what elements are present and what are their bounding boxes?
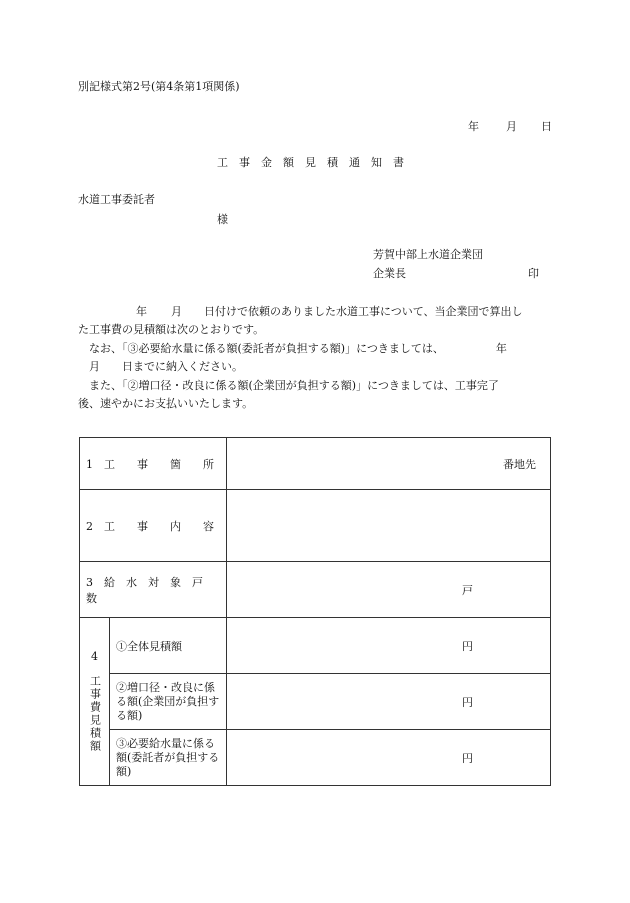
households-label: 3 給 水 対 象 戸 数: [80, 562, 227, 618]
recipient-label: 水道工事委託者: [78, 193, 155, 206]
body-text: 日付けで依頼のありました水道工事について、当企業団で算出し: [204, 305, 523, 318]
estimate-group-vertical-label: 工事費見積額: [88, 675, 102, 753]
location-value: 番地先: [227, 438, 551, 490]
estimate-group-label: [80, 618, 110, 786]
sub-unit-client: 円: [227, 730, 551, 786]
body-text: 後、速やかにお支払いいたします。: [78, 397, 254, 410]
body-paragraph-1: [78, 303, 554, 339]
table-row-content: [80, 490, 551, 562]
body-paragraph-3: [78, 377, 554, 413]
table-row-households: [80, 562, 551, 618]
sub-label-total: ①全体見積額: [110, 618, 227, 674]
date-day: 日: [541, 120, 552, 133]
seal-mark: 印: [528, 267, 539, 280]
content-label: 2 工 事 内 容: [80, 490, 227, 562]
body-month: 月: [171, 305, 182, 318]
form-label: 別記様式第2号(第4条第1項関係): [78, 80, 240, 93]
sub-unit-enterprise: 円: [227, 674, 551, 730]
estimate-table: [79, 437, 551, 786]
recipient-honorific: 様: [217, 213, 228, 226]
table-row-location: [80, 438, 551, 490]
body-year: 年: [136, 305, 147, 318]
payment-month: 月: [89, 360, 100, 373]
sub-unit-total: 円: [227, 618, 551, 674]
body-text: また、「②増口径・改良に係る額(企業団が負担する額)」につきましては、工事完了: [89, 379, 499, 392]
content-value: [227, 490, 551, 562]
payment-year: 年: [495, 342, 507, 355]
document-title: 工 事 金 額 見 積 通 知 書: [217, 156, 404, 169]
households-unit: 戸: [227, 562, 551, 618]
date-month: 月: [506, 120, 517, 133]
body-text: なお、「③必要給水量に係る額(委託者が負担する額)」につきましては、: [89, 342, 444, 355]
body-text: 日までに納入ください。: [122, 360, 243, 373]
body-text: た工事費の見積額は次のとおりです。: [78, 323, 265, 336]
table-row-enterprise-burden: [80, 674, 551, 730]
estimate-group-number: 4: [91, 650, 98, 663]
table-row-total-estimate: [80, 618, 551, 674]
table-row-client-burden: [80, 730, 551, 786]
issuer-title: 企業長: [373, 267, 406, 280]
issuer-org: 芳賀中部上水道企業団: [373, 248, 483, 261]
body-paragraph-2: [78, 340, 554, 376]
sub-label-enterprise: ②増口径・改良に係る額(企業団が負担する額): [110, 674, 227, 730]
location-label: 1 工 事 箇 所: [80, 438, 227, 490]
sub-label-client: ③必要給水量に係る額(委託者が負担する額): [110, 730, 227, 786]
date-year: 年: [468, 120, 479, 133]
